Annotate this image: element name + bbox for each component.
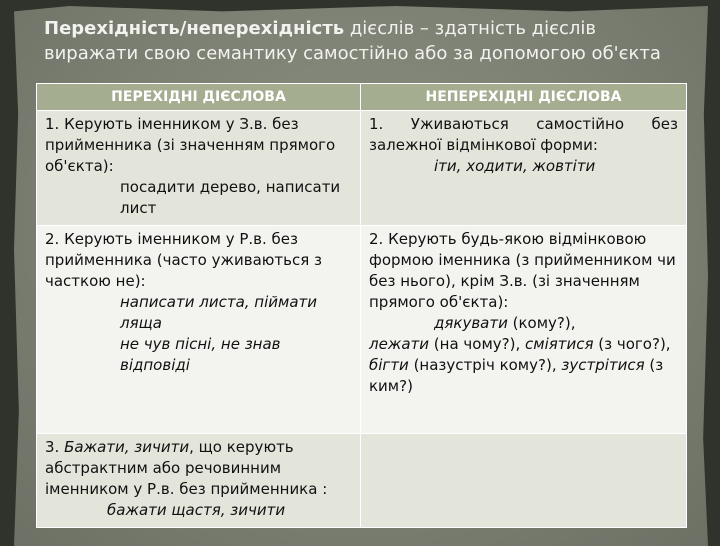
cell-intransitive-3-empty: [361, 434, 687, 528]
example-text: написати листа, піймати ляща: [120, 293, 318, 332]
verb-example: лежати: [369, 335, 430, 353]
example-continuation: [369, 335, 671, 395]
title-definition: дієслів – здатність дієслів виражати свою семантику самостійно або за допомогою об'єкта: [44, 18, 661, 64]
cell-intransitive-2: [361, 226, 687, 434]
rule-text: 1. Керують іменником у З.в. без прийменника (зі значенням прямого об'єкта):: [45, 115, 336, 175]
verb-example: Бажати, зичити: [64, 438, 190, 456]
case-question: (на чому?),: [429, 335, 525, 353]
cell-intransitive-1: [361, 111, 687, 226]
table-row: [37, 434, 687, 528]
verbs-table: [36, 83, 687, 528]
table-row: [37, 111, 687, 226]
example-text: бажати щастя, зичити: [107, 501, 286, 519]
verb-example: бігти: [369, 356, 409, 374]
header-intransitive: НЕПЕРЕХІДНІ ДІЄСЛОВА: [361, 84, 687, 111]
rule-number: 3.: [45, 438, 65, 456]
slide-title: [44, 16, 694, 66]
rule-text: 2. Керують іменником у Р.в. без прийменника (часто уживаються з часткою не):: [45, 230, 322, 290]
rule-text: 1. Уживаються самостійно без залежної відмінкової форми:: [369, 115, 678, 154]
example-text: посадити дерево, написати лист: [120, 178, 341, 217]
case-question: (назустріч кому?),: [408, 356, 562, 374]
header-transitive: ПЕРЕХІДНІ ДІЄСЛОВА: [37, 84, 361, 111]
example-text: не чув пісні, не знав відповіді: [120, 335, 281, 374]
example-text: іти, ходити, жовтіти: [434, 157, 596, 175]
example-line: [369, 313, 678, 334]
case-question: (кому?),: [507, 314, 576, 332]
verb-example: сміятися: [525, 335, 594, 353]
title-term: Перехідність/неперехідність: [44, 18, 345, 39]
cell-transitive-3: [37, 434, 361, 528]
rule-text: 2. Керують будь-якою відмінковою формою іменника (з прийменником чи без нього), крім З.в. (зі значенням прямого об'єкта):: [369, 230, 676, 311]
table-row: [37, 226, 687, 434]
cell-transitive-2: [37, 226, 361, 434]
cell-transitive-1: [37, 111, 361, 226]
case-question: (з чого?),: [593, 335, 671, 353]
case-question: (з ким?): [369, 356, 664, 395]
verb-example: дякувати: [434, 314, 508, 332]
rule-text: , що керують абстрактним або речовинним іменником у Р.в. без прийменника :: [45, 438, 328, 498]
verb-example: зустрітися: [561, 356, 645, 374]
table-header-row: [37, 84, 687, 111]
